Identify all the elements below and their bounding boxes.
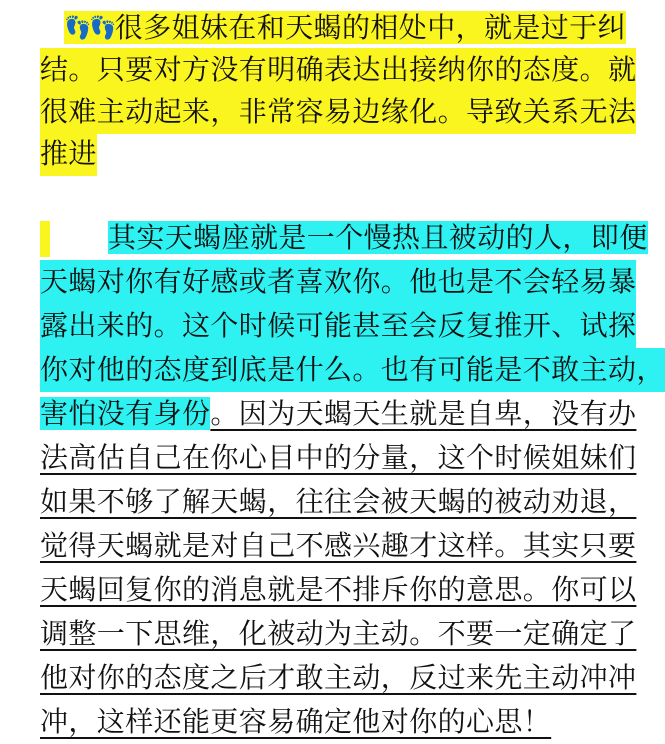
footprints-icon: 👣👣 [64,16,115,41]
para1-line-2: 结。只要对方没有明确表达出接纳你的态度。就 [40,48,636,92]
para2-line-5: 害怕没有身份。因为天蝎天生就是自卑，没有办 [40,397,637,430]
para1-line-3: 很难主动起来，非常容易边缘化。导致关系无法 [40,90,636,134]
para2-line-7: 如果不够了解天蝎，往往会被天蝎的被动劝退， [40,485,637,518]
para2-line-11: 他对你的态度之后才敢主动，反过来先主动冲冲 [40,661,637,694]
para2-line-6: 法高估自己在你心目中的分量，这个时候姐妹们 [40,441,637,474]
para2-line-9: 天蝎回复你的消息就是不排斥你的意思。你可以 [40,573,637,606]
para2-line-12: 冲，这样还能更容易确定他对你的心思！ [40,705,552,738]
para2-line-8: 觉得天蝎就是对自己不感兴趣才这样。其实只要 [40,529,637,562]
yellow-marker [40,221,50,257]
para2-line-10: 调整一下思维，化被动为主动。不要一定确定了 [40,617,637,650]
para1-line-1: 👣👣很多姐妹在和天蝎的相处中，就是过于纠 [64,6,626,50]
para1-line-4: 推进 [40,132,97,176]
para2-line-4: 你对他的态度到底是什么。也有可能是不敢主动， [40,348,665,392]
para2-line-3: 露出来的。这个时候可能甚至会反复推开、试探 [40,304,636,348]
para2-line-1: 其实天蝎座就是一个慢热且被动的人，即便 [40,216,648,260]
para2-line-2: 天蝎对你有好感或者喜欢你。他也是不会轻易暴 [40,260,636,304]
